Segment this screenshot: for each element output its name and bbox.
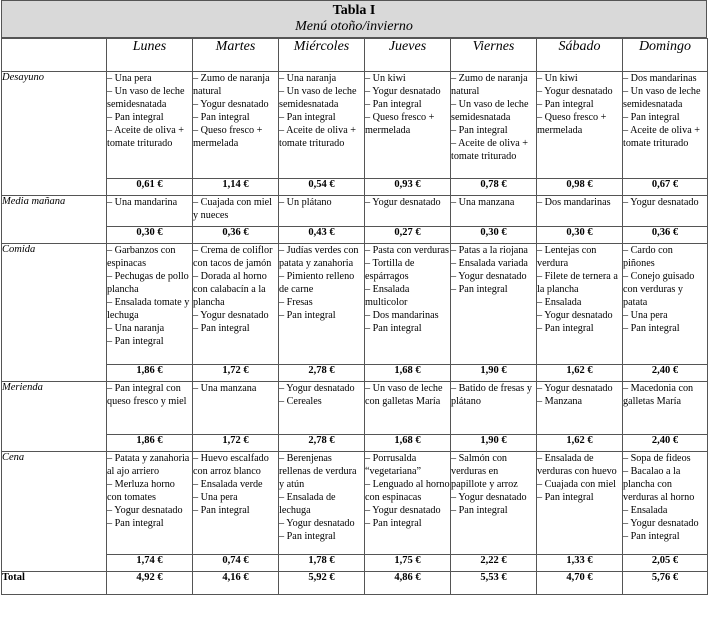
price-cell: 0,61 € [107,179,193,196]
meal-items-cell [107,382,193,435]
menu-item: – Pan integral [279,112,336,123]
meal-items-cell [623,244,708,365]
menu-item: – Pan integral [107,518,164,529]
meal-items-cell [279,452,365,555]
menu-item: – Ensalada variada [451,258,528,269]
table-title: Tabla I [332,3,376,18]
menu-item: – Porrusalda “vegetariana” [365,453,421,477]
menu-body [2,72,708,595]
menu-item: – Yogur desnatado [193,310,269,321]
price-cell: 0,78 € [451,179,537,196]
day-header: Miércoles [279,39,365,72]
total-cell: 4,92 € [107,572,193,595]
menu-item: – Pan integral [537,323,594,334]
menu-item: – Pan integral [451,125,508,136]
menu-item: – Yogur desnatado [537,383,613,394]
menu-item: – Conejo guisado con verduras y patata [623,271,695,308]
total-cell: 4,16 € [193,572,279,595]
meal-items-cell [279,72,365,179]
total-cell: 4,70 € [537,572,623,595]
menu-item: – Yogur desnatado [279,383,355,394]
meal-items-cell [451,72,537,179]
menu-item: – Yogur desnatado [365,86,441,97]
price-cell: 2,22 € [451,555,537,572]
menu-item: – Zumo de naranja natural [193,73,270,97]
day-header: Jueves [365,39,451,72]
menu-item: – Garbanzos con espinacas [107,245,176,269]
menu-item: – Una pera [623,310,668,321]
menu-item: – Batido de fresas y plátano [451,383,532,407]
price-cell: 1,90 € [451,435,537,452]
price-cell: 0,67 € [623,179,708,196]
menu-item: – Patas a la riojana [451,245,528,256]
meal-items-cell [537,72,623,179]
meal-row [2,244,708,365]
price-cell: 1,72 € [193,435,279,452]
menu-item: – Crema de coliflor con tacos de jamón [193,245,273,269]
price-cell: 2,78 € [279,435,365,452]
day-header: Viernes [451,39,537,72]
menu-item: – Sopa de fideos [623,453,691,464]
meal-label: Merienda [2,382,107,452]
total-cell: 5,53 € [451,572,537,595]
menu-item: – Queso fresco + mermelada [365,112,435,136]
menu-item: – Ensalada de verduras con huevo [537,453,617,477]
meal-items-cell [107,244,193,365]
price-cell: 0,36 € [623,227,708,244]
meal-items-cell [451,382,537,435]
meal-label: Cena [2,452,107,572]
menu-item: – Pan integral [365,323,422,334]
price-row [2,365,708,382]
menu-item: – Queso fresco + mermelada [537,112,607,136]
meal-items-cell [365,452,451,555]
menu-item: – Un kiwi [365,73,406,84]
menu-item: – Lentejas con verdura [537,245,597,269]
meal-items-cell [451,196,537,227]
menu-item: – Cardo con piñones [623,245,673,269]
price-row [2,179,708,196]
menu-item: – Yogur desnatado [537,86,613,97]
menu-item: – Pan integral [279,531,336,542]
price-cell: 1,86 € [107,435,193,452]
meal-items-cell [107,196,193,227]
menu-item: – Yogur desnatado [451,271,527,282]
price-cell: 1,90 € [451,365,537,382]
meal-items-cell [623,72,708,179]
menu-item: – Ensalada [623,505,668,516]
menu-item: – Lenguado al horno con espinacas [365,479,450,503]
price-cell: 1,86 € [107,365,193,382]
meal-label: Media mañana [2,196,107,244]
menu-item: – Zumo de naranja natural [451,73,528,97]
meal-items-cell [193,382,279,435]
meal-items-cell [537,452,623,555]
menu-item: – Pan integral con queso fresco y miel [107,383,187,407]
menu-item: – Judías verdes con patata y zanahoria [279,245,359,269]
table-caption [1,0,707,38]
price-row [2,227,708,244]
meal-items-cell [365,72,451,179]
menu-item: – Ensalada [537,297,582,308]
menu-item: – Pasta con verduras [365,245,450,256]
menu-item: – Yogur desnatado [193,99,269,110]
meal-items-cell [279,196,365,227]
price-cell: 1,72 € [193,365,279,382]
menu-item: – Salmón con verduras en papillote y arroz [451,453,518,490]
meal-items-cell [537,382,623,435]
menu-item: – Aceite de oliva + tomate triturado [623,125,701,149]
menu-item: – Una pera [193,492,238,503]
menu-item: – Queso fresco + mermelada [193,125,263,149]
menu-item: – Pan integral [451,505,508,516]
menu-item: – Patata y zanahoria al ajo arriero [107,453,190,477]
price-row [2,435,708,452]
price-cell: 0,43 € [279,227,365,244]
total-cell: 5,76 € [623,572,708,595]
menu-item: – Dos mandarinas [537,197,611,208]
meal-items-cell [623,196,708,227]
menu-item: – Una manzana [193,383,257,394]
total-cell: 5,92 € [279,572,365,595]
menu-item: – Un vaso de leche semidesnatada [107,86,185,110]
price-cell: 1,74 € [107,555,193,572]
meal-items-cell [193,72,279,179]
meal-items-cell [537,244,623,365]
price-cell: 1,62 € [537,365,623,382]
day-header: Sábado [537,39,623,72]
menu-table [1,38,708,595]
menu-item: – Filete de ternera a la plancha [537,271,618,295]
price-cell: 0,54 € [279,179,365,196]
menu-item: – Pan integral [451,284,508,295]
price-cell: 2,40 € [623,435,708,452]
meal-items-cell [193,196,279,227]
meal-items-cell [193,452,279,555]
price-cell: 1,33 € [537,555,623,572]
price-cell: 1,68 € [365,365,451,382]
price-cell: 0,36 € [193,227,279,244]
meal-items-cell [365,196,451,227]
menu-item: – Yogur desnatado [279,518,355,529]
price-cell: 2,78 € [279,365,365,382]
menu-item: – Pan integral [537,99,594,110]
menu-item: – Huevo escalfado con arroz blanco [193,453,269,477]
day-header: Martes [193,39,279,72]
menu-item: – Aceite de oliva + tomate triturado [107,125,185,149]
meal-items-cell [193,244,279,365]
menu-item: – Manzana [537,396,582,407]
menu-item: – Pan integral [279,310,336,321]
menu-item: – Pechugas de pollo plancha [107,271,189,295]
menu-item: – Ensalada verde [193,479,263,490]
menu-item: – Yogur desnatado [365,505,441,516]
header-corner [2,39,107,72]
price-cell: 2,05 € [623,555,708,572]
menu-item: – Pan integral [193,112,250,123]
meal-items-cell [451,452,537,555]
price-row [2,555,708,572]
price-cell: 0,93 € [365,179,451,196]
meal-items-cell [623,382,708,435]
menu-item: – Pan integral [537,492,594,503]
day-header: Domingo [623,39,708,72]
price-cell: 0,30 € [451,227,537,244]
price-cell: 0,30 € [537,227,623,244]
meal-row [2,382,708,435]
menu-item: – Cereales [279,396,322,407]
menu-item: – Yogur desnatado [623,197,699,208]
meal-row [2,72,708,179]
price-cell: 0,27 € [365,227,451,244]
menu-item: – Fresas [279,297,313,308]
meal-row [2,452,708,555]
day-header: Lunes [107,39,193,72]
menu-item: – Yogur desnatado [623,518,699,529]
menu-item: – Pan integral [193,323,250,334]
menu-item: – Tortilla de espárragos [365,258,415,282]
meal-items-cell [537,196,623,227]
menu-item: – Cuajada con miel [537,479,616,490]
total-cell: 4,86 € [365,572,451,595]
menu-item: – Pan integral [623,112,680,123]
menu-item: – Merluza horno con tomates [107,479,175,503]
menu-item: – Una mandarina [107,197,178,208]
meal-row [2,196,708,227]
menu-item: – Un vaso de leche con galletas María [365,383,443,407]
menu-item: – Ensalada de lechuga [279,492,336,516]
menu-item: – Ensalada multicolor [365,284,410,308]
menu-item: – Pan integral [107,336,164,347]
meal-items-cell [279,382,365,435]
menu-item: – Dos mandarinas [623,73,697,84]
price-cell: 1,75 € [365,555,451,572]
menu-item: – Macedonia con galletas María [623,383,694,407]
meal-items-cell [623,452,708,555]
price-cell: 1,14 € [193,179,279,196]
menu-item: – Yogur desnatado [107,505,183,516]
menu-item: – Cuajada con miel y nueces [193,197,272,221]
menu-item: – Pan integral [365,99,422,110]
menu-item: – Una manzana [451,197,515,208]
menu-item: – Aceite de oliva + tomate triturado [279,125,357,149]
meal-items-cell [107,452,193,555]
menu-item: – Yogur desnatado [537,310,613,321]
meal-items-cell [107,72,193,179]
meal-items-cell [451,244,537,365]
menu-item: – Dorada al horno con calabacín a la plancha [193,271,267,308]
total-row [2,572,708,595]
menu-item: – Un kiwi [537,73,578,84]
meal-items-cell [365,382,451,435]
menu-item: – Un vaso de leche semidesnatada [623,86,701,110]
menu-item: – Pimiento relleno de carne [279,271,355,295]
menu-item: – Ensalada tomate y lechuga [107,297,190,321]
menu-item: – Pan integral [193,505,250,516]
meal-label: Desayuno [2,72,107,196]
price-cell: 0,30 € [107,227,193,244]
price-cell: 2,40 € [623,365,708,382]
table-subtitle: Menú otoño/invierno [295,19,413,34]
price-cell: 1,78 € [279,555,365,572]
menu-item: – Bacalao a la plancha con verduras al horno [623,466,695,503]
menu-item: – Yogur desnatado [365,197,441,208]
menu-item: – Una naranja [107,323,165,334]
price-cell: 0,98 € [537,179,623,196]
meal-items-cell [279,244,365,365]
menu-item: – Un vaso de leche semidesnatada [279,86,357,110]
menu-item: – Pan integral [107,112,164,123]
total-label: Total [2,572,107,595]
menu-item: – Aceite de oliva + tomate triturado [451,138,529,162]
menu-item: – Una naranja [279,73,337,84]
price-cell: 0,74 € [193,555,279,572]
meal-items-cell [365,244,451,365]
menu-item: – Pan integral [365,518,422,529]
menu-item: – Dos mandarinas [365,310,439,321]
price-cell: 1,62 € [537,435,623,452]
menu-item: – Una pera [107,73,152,84]
menu-item: – Yogur desnatado [451,492,527,503]
header-row [2,39,708,72]
menu-item: – Un vaso de leche semidesnatada [451,99,529,123]
meal-label: Comida [2,244,107,382]
menu-item: – Berenjenas rellenas de verdura y atún [279,453,357,490]
price-cell: 1,68 € [365,435,451,452]
menu-item: – Pan integral [623,323,680,334]
menu-item: – Un plátano [279,197,332,208]
menu-item: – Pan integral [623,531,680,542]
